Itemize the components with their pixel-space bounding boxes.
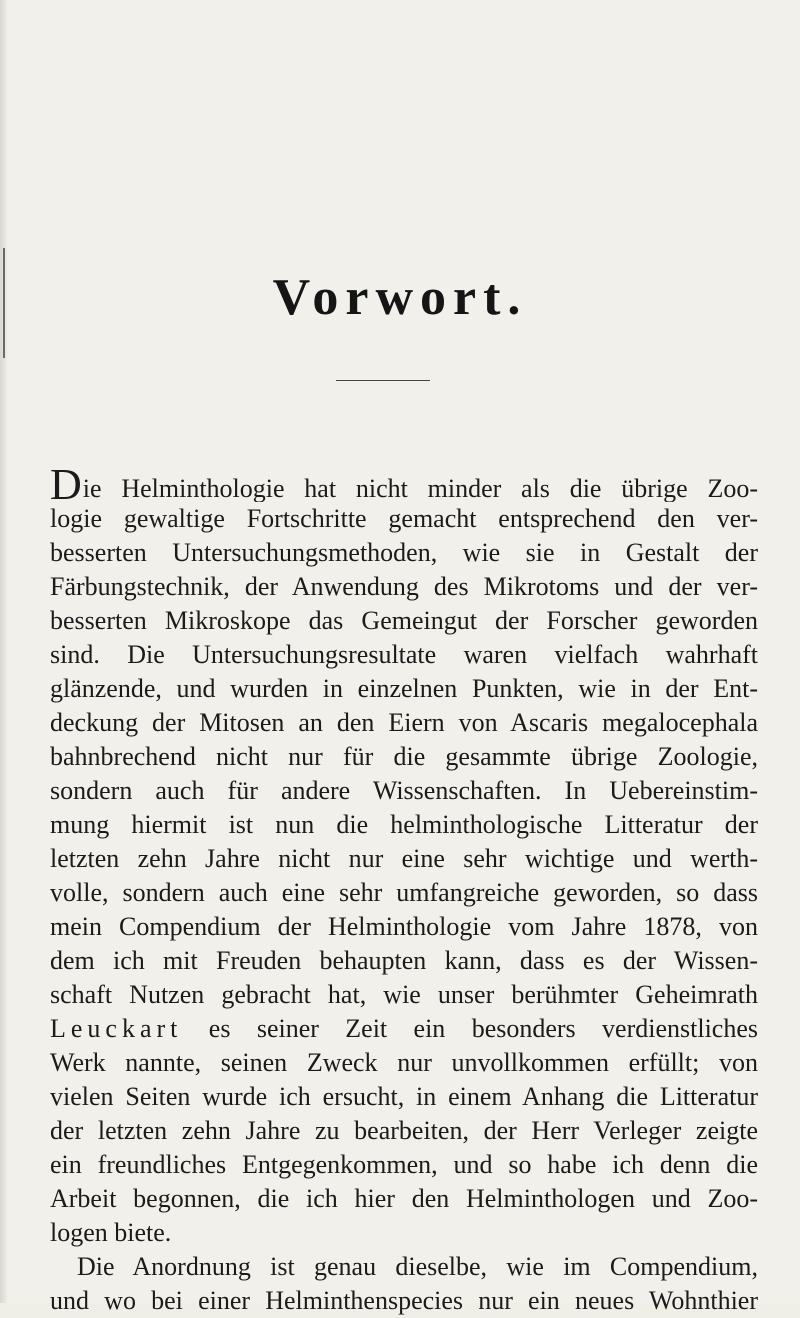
text-line: ein freundliches Entgegenkommen, und so habe ich denn die <box>50 1150 758 1179</box>
text-line: Die Anordnung ist genau dieselbe, wie im Compendium, <box>77 1252 758 1281</box>
title-divider <box>336 380 430 381</box>
text-line: Werk nannte, seinen Zweck nur unvollkommen erfüllt; von <box>50 1048 758 1077</box>
text-line: volle, sondern auch eine sehr umfangreiche geworden, so dass <box>50 878 758 907</box>
text-line: und wo bei einer Helminthenspecies nur ein neues Wohnthier <box>50 1286 758 1315</box>
text-line: mung hiermit ist nun die helminthologische Litteratur der <box>50 810 758 839</box>
text-line: letzten zehn Jahre nicht nur eine sehr wichtige und werth- <box>50 844 758 873</box>
text-line: Die Helminthologie hat nicht minder als die übrige Zoo- <box>50 468 758 502</box>
text-line: schaft Nutzen gebracht hat, wie unser berühmter Geheimrath <box>50 980 758 1009</box>
text-line: sind. Die Untersuchungsresultate waren vielfach wahrhaft <box>50 640 758 669</box>
body-text <box>50 468 758 1318</box>
page-gutter-shadow <box>0 0 7 1303</box>
text-line: Arbeit begonnen, die ich hier den Helminthologen und Zoo- <box>50 1184 758 1213</box>
text-line: der letzten zehn Jahre zu bearbeiten, der Herr Verleger zeigte <box>50 1116 758 1145</box>
text-line: bahnbrechend nicht nur für die gesammte übrige Zoologie, <box>50 742 758 771</box>
text-line: logie gewaltige Fortschritte gemacht entsprechend den ver- <box>50 504 758 533</box>
page-title: Vorwort. <box>272 269 528 326</box>
text-line: deckung der Mitosen an den Eiern von Ascaris megalocephala <box>50 708 758 737</box>
drop-cap: D <box>50 468 82 502</box>
text-line: vielen Seiten wurde ich ersucht, in einem Anhang die Litteratur <box>50 1082 758 1111</box>
text-line: logen biete. <box>50 1218 172 1247</box>
text-line: mein Compendium der Helminthologie vom Jahre 1878, von <box>50 912 758 941</box>
text-line: besserten Untersuchungsmethoden, wie sie in Gestalt der <box>50 538 758 567</box>
author-name-leuckart: Leuckart <box>50 1014 183 1043</box>
text-line: besserten Mikroskope das Gemeingut der Forscher geworden <box>50 606 758 635</box>
text-line: glänzende, und wurden in einzelnen Punkten, wie in der Ent- <box>50 674 758 703</box>
text-line: dem ich mit Freuden behaupten kann, dass es der Wissen- <box>50 946 758 975</box>
text-line: Leuckart es seiner Zeit ein besonders verdienstliches <box>50 1014 758 1043</box>
text-line: Färbungstechnik, der Anwendung des Mikrotoms und der ver- <box>50 572 758 601</box>
text-line: sondern auch für andere Wissenschaften. In Uebereinstim- <box>50 776 758 805</box>
